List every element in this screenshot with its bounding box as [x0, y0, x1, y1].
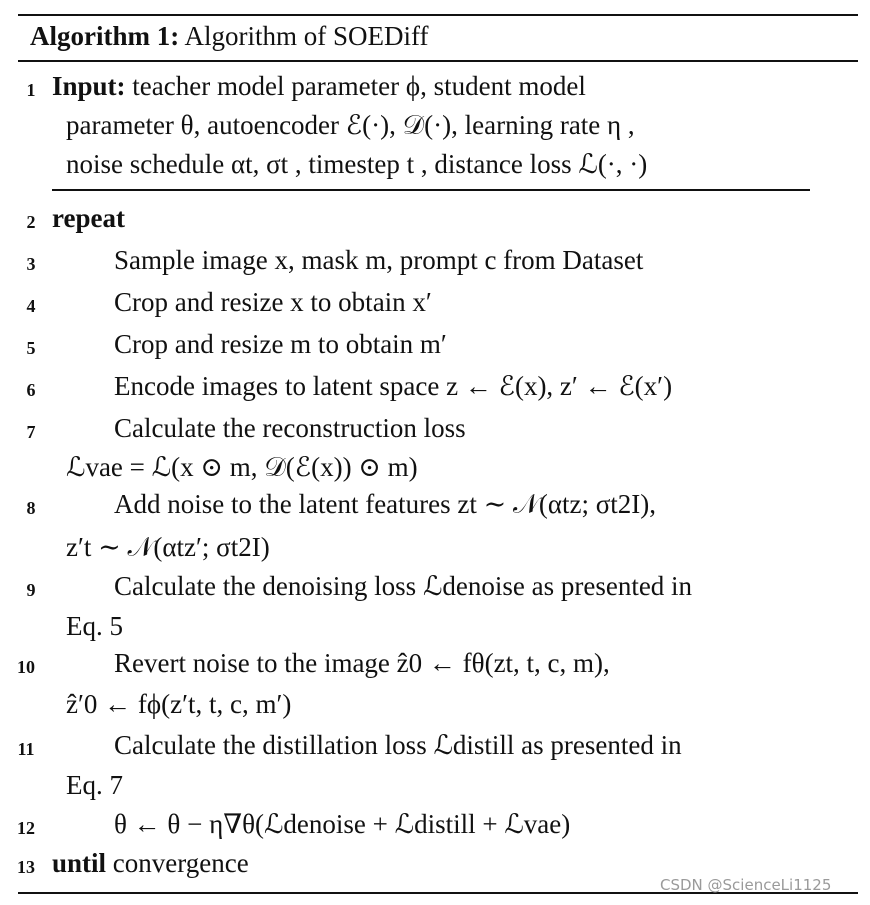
line-number: 4 — [26, 296, 36, 316]
step-continuation: ℒvae = ℒ(x ⊙ m, 𝒟(ℰ(x)) ⊙ m) — [66, 452, 418, 482]
line-number: 8 — [26, 498, 36, 518]
algorithm-title — [30, 18, 429, 54]
line-number: 12 — [17, 818, 35, 838]
step-input — [52, 68, 586, 104]
line-number: 3 — [26, 254, 36, 274]
step-text: θ ← θ − η∇θ(ℒdenoise + ℒdistill + ℒvae) — [114, 809, 571, 839]
watermark: CSDN @ScienceLi1125 — [660, 876, 832, 894]
line-number: 10 — [17, 657, 35, 677]
line-number: 5 — [26, 338, 36, 358]
step-text: Crop and resize x to obtain x′ — [114, 287, 432, 317]
input-line-2: parameter θ, autoencoder ℰ(·), 𝒟(·), learning rate η , — [66, 110, 635, 140]
step-continuation: Eq. 5 — [66, 611, 123, 641]
line-number: 2 — [26, 212, 36, 232]
step-text: Calculate the denoising loss ℒdenoise as presented in — [114, 571, 693, 601]
line-number: 13 — [17, 857, 35, 877]
step-continuation: Eq. 7 — [66, 770, 123, 800]
step-text: Calculate the reconstruction loss — [114, 413, 466, 443]
algorithm-label: Algorithm 1: — [30, 21, 180, 51]
step-text: Encode images to latent space z ← ℰ(x), z′ ← ℰ(x′) — [114, 371, 673, 401]
input-line-3: noise schedule αt, σt , timestep t , distance loss ℒ(·, ·) — [66, 149, 648, 179]
line-number: 6 — [26, 380, 36, 400]
input-head-math: ϕ, student model — [405, 71, 586, 101]
step-text: Calculate the distillation loss ℒdistill as presented in — [114, 730, 682, 760]
line-number: 9 — [26, 580, 36, 600]
step-text: Add noise to the latent features zt ∼ 𝒩(αtz; σt2I), — [114, 489, 657, 519]
line-number: 11 — [17, 739, 35, 759]
step-text: Revert noise to the image ẑ0 ← fθ(zt, t, c, m), — [114, 648, 610, 678]
step-until — [52, 845, 249, 881]
step-text: Sample image x, mask m, prompt c from Dataset — [114, 245, 644, 275]
input-rule — [52, 189, 810, 191]
algorithm-name: Algorithm of SOEDiff — [184, 21, 429, 51]
repeat-keyword: repeat — [52, 203, 125, 233]
until-keyword: until — [52, 848, 107, 878]
line-number: 1 — [26, 80, 36, 100]
input-text: teacher model parameter — [132, 71, 400, 101]
header-rule — [18, 60, 858, 62]
until-text: convergence — [112, 848, 249, 878]
line-number: 7 — [26, 422, 36, 442]
top-rule — [18, 14, 858, 16]
step-continuation: ẑ′0 ← fϕ(z′t, t, c, m′) — [66, 689, 292, 719]
step-continuation: z′t ∼ 𝒩(αtz′; σt2I) — [66, 532, 270, 562]
input-keyword: Input: — [52, 71, 126, 101]
step-text: Crop and resize m to obtain m′ — [114, 329, 447, 359]
